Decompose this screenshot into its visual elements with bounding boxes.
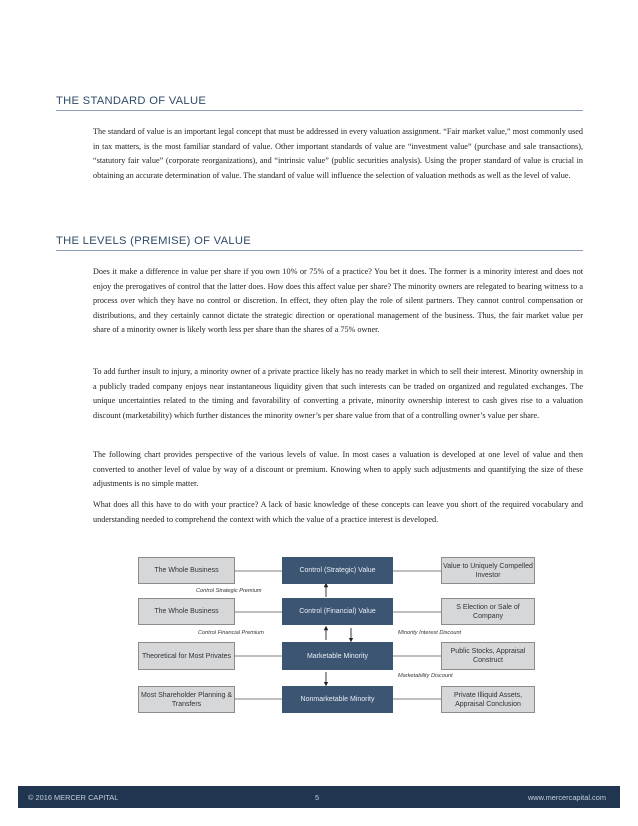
left-box-2: The Whole Business <box>138 598 235 625</box>
center-box-strategic: Control (Strategic) Value <box>282 557 393 584</box>
right-box-4: Private Illiquid Assets, Appraisal Conclusion <box>441 686 535 713</box>
levels-paragraph-2: To add further insult to injury, a minority owner of a private practice likely has no ready market in which to sell their interest. Minority ownership in a publicly traded company enjoys near instantaneous liquidity given that such interests can be traded on organized and regulated exchanges. The unique uncertainties related to the timing and favorability of converting a private, minority ownership interest to cash gives rise to a valuation discount (marketability) which further distances the minority owner’s per share value from that of a controlling owner’s value per share. <box>93 367 583 420</box>
label-control-strategic-premium: Control Strategic Premium <box>196 588 262 594</box>
section-title-levels-of-value: THE LEVELS (PREMISE) OF VALUE <box>56 235 583 251</box>
right-box-1: Value to Uniquely Compelled Investor <box>441 557 535 584</box>
left-box-3: Theoretical for Most Privates <box>138 642 235 670</box>
footer-copyright: © 2016 MERCER CAPITAL <box>28 793 119 802</box>
left-box-4: Most Shareholder Planning & Transfers <box>138 686 235 713</box>
center-box-marketable-minority: Marketable Minority <box>282 642 393 670</box>
levels-paragraph-3: The following chart provides perspective of the various levels of value. In most cases a valuation is developed at one level of value and then converted to another level of value by way of a discount or premium. Knowing when to apply such adjustments and quantifying the size of these adjustments is no simple matter. <box>93 450 583 489</box>
center-box-financial: Control (Financial) Value <box>282 598 393 625</box>
section-title-standard-of-value: THE STANDARD OF VALUE <box>56 95 583 111</box>
right-box-2: S Election or Sale of Company <box>441 598 535 625</box>
levels-paragraph-4: What does all this have to do with your practice? A lack of basic knowledge of these concepts can leave you short of the required vocabulary and understanding needed to comprehend the context with which the value of a practice interest is developed. <box>93 500 583 524</box>
standard-of-value-paragraph: The standard of value is an important legal concept that must be addressed in every valuation assignment. “Fair market value,” most commonly used in tax matters, is the most familiar standard of value. Other important standards of value are “investment value” (purchase and sale transactions), “statutory fair value” (corporate reorganizations), and “intrinsic value” (public securities analysis). Using the proper standard of value is crucial in obtaining an accurate determination of value. The standard of value will influence the selection of valuation methods as well as the level of value. <box>93 127 583 180</box>
label-control-financial-premium: Control Financial Premium <box>198 630 264 636</box>
right-box-3: Public Stocks, Appraisal Construct <box>441 642 535 670</box>
footer-page-number: 5 <box>315 793 320 802</box>
left-box-1: The Whole Business <box>138 557 235 584</box>
footer-website-link[interactable]: www.mercercapital.com <box>527 793 606 802</box>
levels-paragraph-1: Does it make a difference in value per share if you own 10% or 75% of a practice? You bet it does. The former is a minority interest and does not enjoy the prerogatives of control that the latter does. How does this affect value per share? The minority owners are relegated to bearing witness to a process over which they have no control or discretion. In effect, they often play the role of silent partners. They cannot control compensation or distributions, and they certainly cannot dictate the strategic direction or operational management of the business. Thus, the fair market value per share of a minority owner is likely worth less per share than the shares of a 75% owner. <box>93 267 583 335</box>
label-marketability-discount: Marketability Discount <box>398 673 453 679</box>
center-box-nonmarketable-minority: Nonmarketable Minority <box>282 686 393 713</box>
page-footer <box>18 786 620 808</box>
label-minority-interest-discount: Minority Interest Discount <box>398 630 462 636</box>
